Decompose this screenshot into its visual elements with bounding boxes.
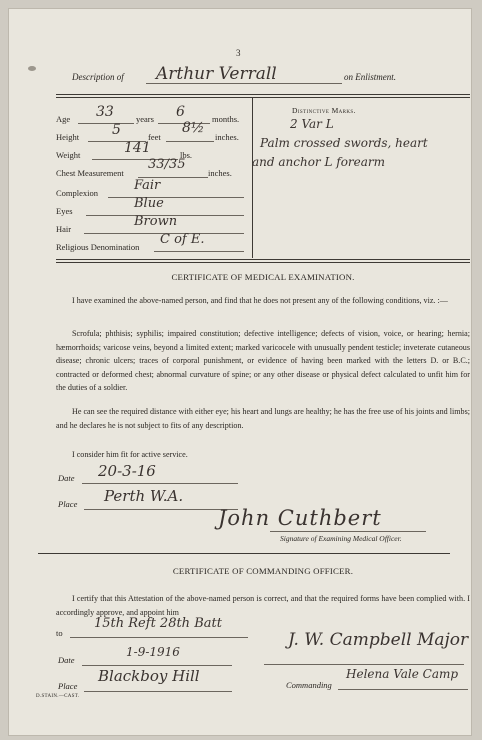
commanding-date-value: 1-9-1916 [126, 645, 180, 659]
page-number: 3 [236, 48, 241, 58]
medical-heading: CERTIFICATE OF MEDICAL EXAMINATION. [171, 272, 355, 282]
inches-line [166, 141, 214, 142]
commanding-officer-signature: J. W. Campbell Major [288, 630, 469, 650]
description-suffix: on Enlistment. [344, 72, 396, 82]
medical-officer-signature: John Cuthbert [218, 506, 382, 530]
weight-label: Weight [56, 150, 81, 160]
distinctive-marks-line3: and anchor L forearm [252, 155, 386, 169]
medical-place-label: Place [58, 499, 78, 509]
age-line [78, 123, 134, 124]
attestation-page [8, 8, 472, 736]
lbs-label: lbs. [180, 150, 193, 160]
medical-para3: He can see the required distance with either eye; his heart and lungs are healthy; he has the free use of his joints and limbs; and he declares he is not subject to fits of any description. [56, 407, 470, 430]
chest-unit: inches. [208, 168, 232, 178]
medical-place-value: Perth W.A. [104, 487, 184, 505]
commanding-heading: CERTIFICATE OF COMMANDING OFFICER. [172, 566, 354, 576]
commanding-place-value: Blackboy Hill [98, 667, 200, 685]
chest-label: Chest Measurement [56, 168, 124, 178]
medical-para1: I have examined the above-named person, and find that he does not present any of the following conditions, viz. :— [72, 296, 448, 305]
description-label: Description of [72, 72, 124, 82]
appoint-to-label: to [56, 628, 63, 638]
recruit-name: Arthur Verrall [156, 64, 277, 84]
age-years: 33 [96, 104, 114, 120]
distinctive-marks-label: Distinctive Marks. [292, 106, 356, 115]
medical-date-value: 20-3-16 [98, 462, 156, 480]
medical-signature-line [270, 531, 426, 532]
medical-fit-statement: I consider him fit for active service. [72, 450, 188, 459]
height-label: Height [56, 132, 80, 142]
eyes-label: Eyes [56, 206, 73, 216]
medical-date-line [82, 483, 238, 484]
commanding-value: Helena Vale Camp [346, 667, 459, 681]
box-divider [252, 98, 253, 258]
religion-value: C of E. [160, 232, 205, 247]
commanding-date-line [82, 665, 232, 666]
age-months: 6 [176, 104, 185, 120]
height-inches: 8½ [182, 120, 205, 136]
distinctive-marks-line1: 2 Var L [290, 117, 334, 131]
commanding-place-label: Place [58, 681, 78, 691]
appoint-to-line [70, 637, 248, 638]
appoint-to-value: 15th Reft 28th Batt [94, 616, 222, 631]
inches-label: inches. [215, 132, 239, 142]
weight-value: 141 [124, 140, 151, 156]
commanding-para: I certify that this Attestation of the above-named person is correct, and that the required forms have been complied with. I accordingly approve, and appoint him [56, 594, 470, 617]
religion-label: Religious Denomination [56, 242, 140, 252]
medical-conditions: Scrofula; phthisis; syphilis; impaired constitution; defective intelligence; defects of vision, voice, or hearing; hernia; hæmorrhoids; varicose veins, beyond a limited extent; marked varicocele with unusually pendent testicle; inveterate cutaneous disease; chronic ulcers; traces of corporal punishment, or evidence of having been marked with the letters D. or B.C.; contracted or deformed chest; abnormal curvature of spine; or any other disease or physical defect calculated to unfit him for the duties of a soldier. [56, 329, 470, 393]
commanding-signature-line [264, 664, 464, 665]
months-label: months. [212, 114, 240, 124]
section-divider [38, 553, 450, 554]
hair-value: Brown [134, 214, 178, 229]
medical-signature-caption: Signature of Examining Medical Officer. [280, 534, 402, 543]
years-label: years [136, 114, 154, 124]
complexion-line [108, 197, 244, 198]
medical-place-line [84, 509, 238, 510]
punch-hole [28, 66, 36, 71]
eyes-value: Blue [134, 196, 164, 211]
commanding-place-line [84, 691, 232, 692]
commanding-line [338, 689, 468, 690]
printer-mark: D.STAIN.—CAST. [36, 694, 80, 699]
distinctive-marks-line2: Palm crossed swords, heart [260, 136, 428, 150]
commanding-label: Commanding [286, 680, 332, 690]
medical-date-label: Date [58, 473, 75, 483]
commanding-date-label: Date [58, 655, 75, 665]
hair-label: Hair [56, 224, 72, 234]
complexion-label: Complexion [56, 188, 99, 198]
age-label: Age [56, 114, 71, 124]
complexion-value: Fair [134, 178, 161, 193]
feet-label: feet [148, 132, 161, 142]
height-feet: 5 [112, 122, 121, 138]
religion-line [154, 251, 244, 252]
chest-value: 33/35 [148, 157, 186, 172]
